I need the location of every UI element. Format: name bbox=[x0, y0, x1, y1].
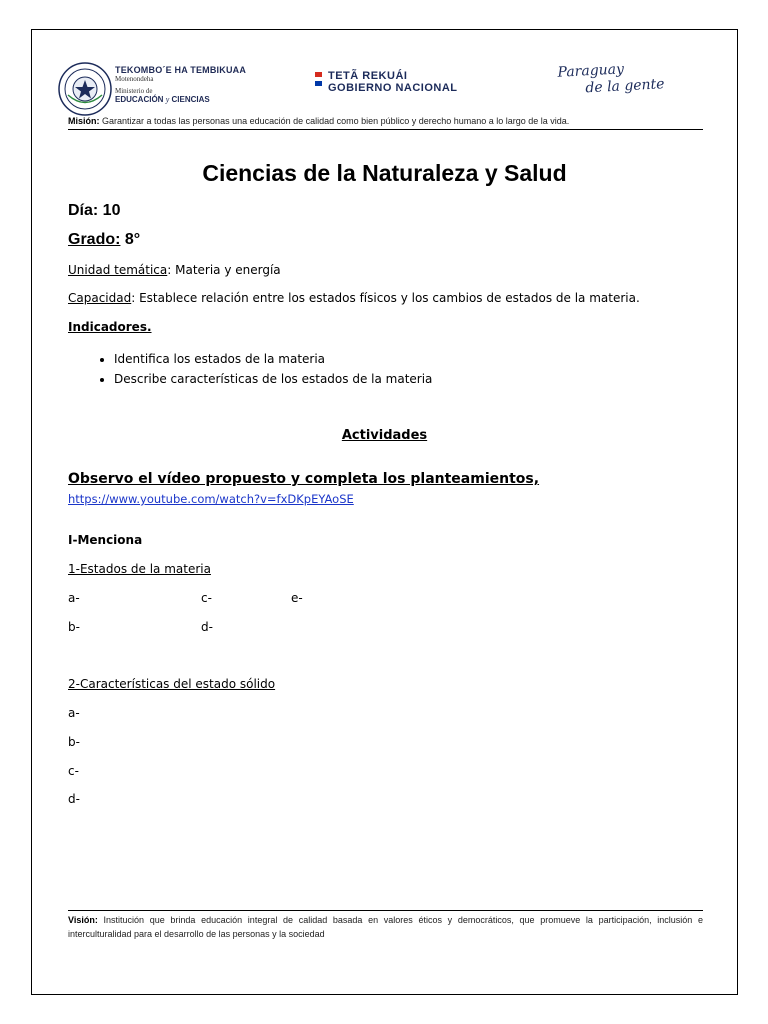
page-title: Ciencias de la Naturaleza y Salud bbox=[202, 160, 567, 186]
government-line-1: TETÃ REKUÁI bbox=[328, 70, 408, 82]
capacity bbox=[68, 291, 640, 305]
flag-stripe-blue bbox=[315, 81, 322, 86]
section-heading: I-Menciona bbox=[68, 533, 143, 547]
ministry-logo-text bbox=[115, 66, 246, 104]
thematic-unit-text: : Materia y energía bbox=[167, 263, 281, 277]
ministry-line-2: Motenondeha bbox=[115, 75, 154, 83]
answer-blank-b: b- bbox=[68, 735, 80, 749]
mission-statement bbox=[68, 116, 569, 126]
capacity-text: : Establece relación entre los estados físicos y los cambios de estados de la materia. bbox=[131, 291, 640, 305]
list-item: • Describe características de los estados de la materia bbox=[114, 369, 432, 389]
grade-value: 8° bbox=[120, 231, 141, 248]
day-label: Día: 10 bbox=[68, 202, 121, 219]
ministry-sciences: CIENCIAS bbox=[171, 95, 210, 104]
answer-blank-c: c- bbox=[201, 591, 212, 605]
paraguay-brand-logo bbox=[557, 59, 665, 99]
ministry-line-4 bbox=[115, 96, 246, 104]
answer-blank-b: b- bbox=[68, 620, 80, 634]
list-item: • Identifica los estados de la materia bbox=[114, 349, 432, 369]
indicators-heading: Indicadores. bbox=[68, 320, 152, 334]
grade-label bbox=[68, 231, 140, 249]
instruction-heading: Observo el vídeo propuesto y completa los planteamientos, bbox=[68, 471, 540, 487]
brand-line-2: de la gente bbox=[585, 76, 665, 97]
paraguay-flag-icon bbox=[315, 72, 322, 86]
ministry-line-1: TEKOMBO´E HA TEMBIKUAA bbox=[115, 65, 247, 75]
indicators-list bbox=[90, 349, 432, 389]
capacity-label: Capacidad bbox=[68, 291, 132, 305]
mission-text: Garantizar a todas las personas una educación de calidad como bien público y derecho humano a lo largo de la vida. bbox=[99, 116, 570, 126]
government-logo-text bbox=[328, 70, 458, 94]
activities-heading: Actividades bbox=[341, 428, 428, 443]
question-2-title: 2-Características del estado sólido bbox=[68, 677, 276, 691]
answer-blank-c: c- bbox=[68, 764, 79, 778]
answer-blank-d: d- bbox=[201, 620, 213, 634]
vision-text: Institución que brinda educación integral de calidad basada en valores éticos y democráticos, que promueve la participación, inclusión e interculturalidad para el desarrollo de las personas y la sociedad bbox=[68, 915, 703, 939]
ministry-connector: y bbox=[165, 95, 170, 104]
ministry-line-3: Ministerio de bbox=[115, 87, 153, 95]
brand-line-1: Paraguay bbox=[557, 61, 625, 81]
answer-blank-e: e- bbox=[291, 591, 303, 605]
answer-blank-a: a- bbox=[68, 591, 80, 605]
grade-caption: Grado: bbox=[68, 231, 121, 248]
mission-label: Misión: bbox=[68, 116, 100, 126]
document-page bbox=[31, 29, 738, 995]
thematic-unit-label: Unidad temática bbox=[68, 263, 168, 277]
question-1-title: 1-Estados de la materia bbox=[68, 562, 211, 576]
video-link[interactable]: https://www.youtube.com/watch?v=fxDKpEYAoSE bbox=[68, 492, 354, 506]
government-line-2: GOBIERNO NACIONAL bbox=[328, 82, 458, 94]
header-divider bbox=[68, 129, 703, 130]
vision-label: Visión: bbox=[68, 915, 98, 925]
ministry-education: EDUCACIÓN bbox=[115, 95, 164, 104]
thematic-unit bbox=[68, 263, 281, 277]
footer-divider bbox=[68, 910, 703, 911]
answer-blank-a: a- bbox=[68, 706, 80, 720]
vision-statement bbox=[68, 913, 703, 941]
answer-blank-d: d- bbox=[68, 792, 80, 806]
national-seal-icon bbox=[58, 62, 112, 116]
